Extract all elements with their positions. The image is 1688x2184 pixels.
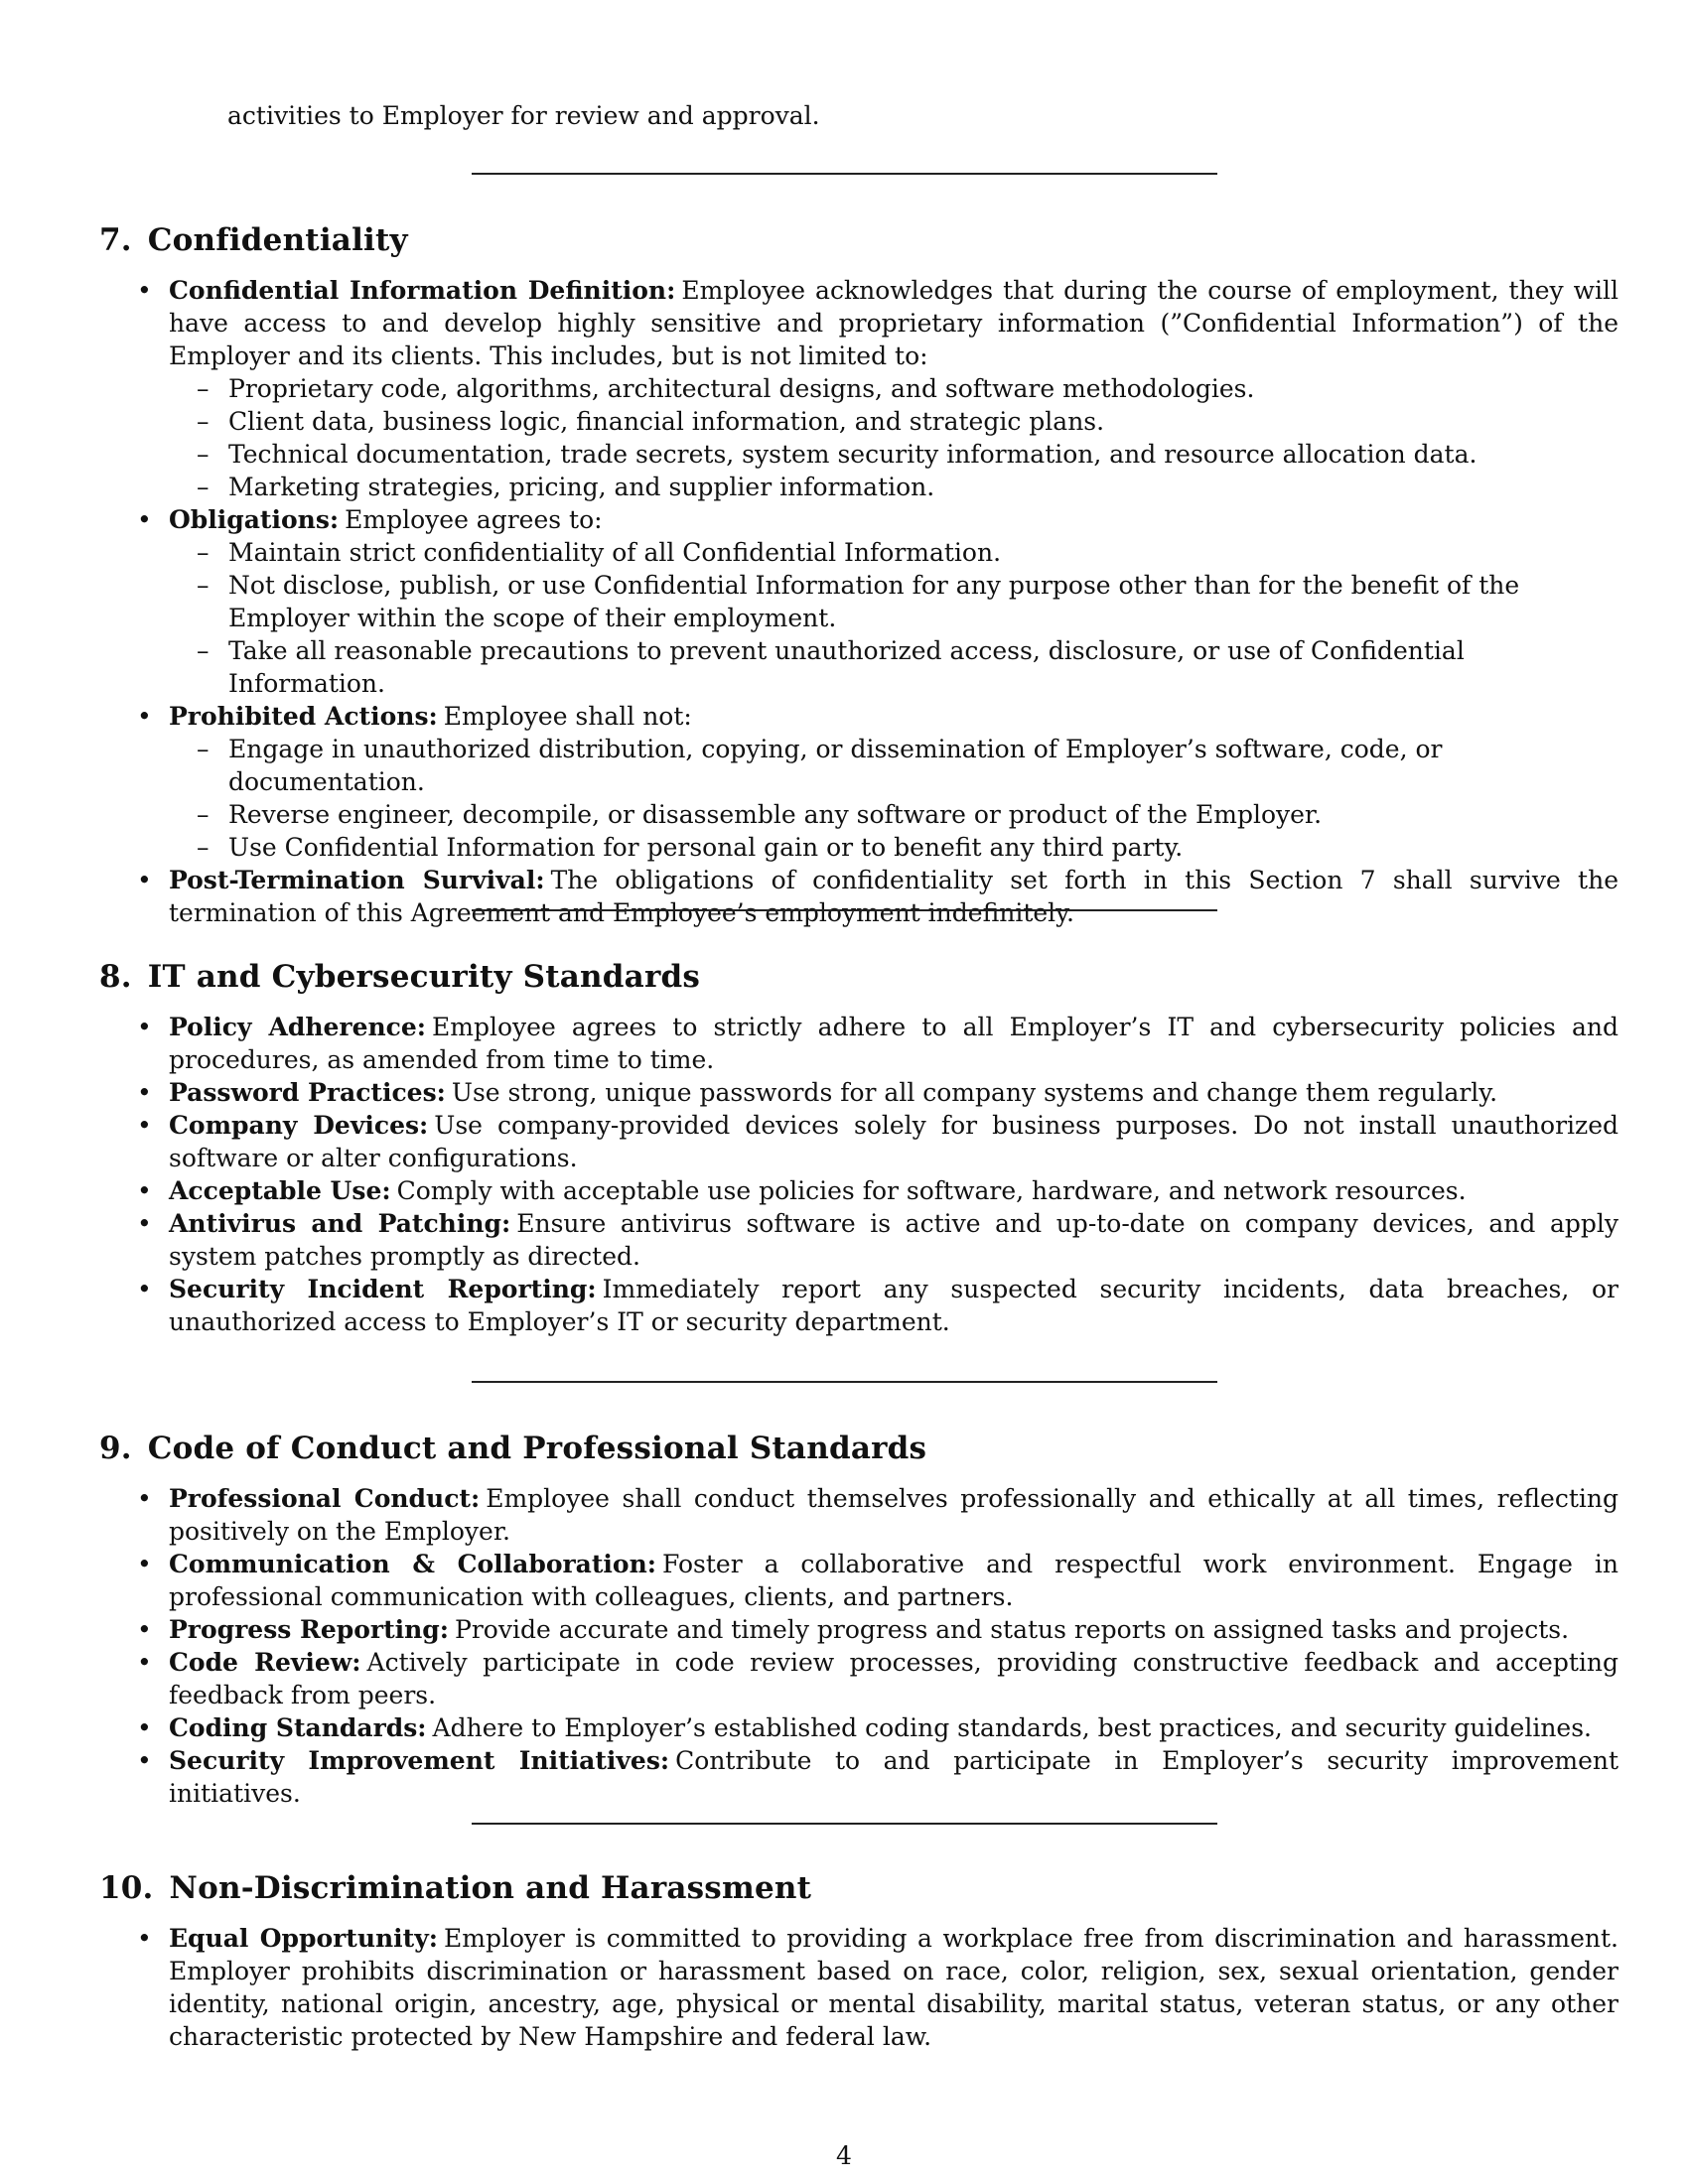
- section-divider: [472, 909, 1217, 911]
- item-text: Use company-provided devices solely for business purposes. Do not install unauthorized software or alter configurations.: [169, 1111, 1618, 1172]
- section-code-of-conduct: [99, 1429, 1619, 1810]
- item-label: Communication & Collaboration:: [169, 1550, 656, 1578]
- list-item: [99, 864, 1618, 929]
- item-text: Employee agrees to:: [345, 505, 603, 534]
- list-item: [99, 1646, 1618, 1711]
- item-label: Confidential Information Definition:: [169, 276, 676, 305]
- item-label: Obligations:: [169, 505, 340, 534]
- section-confidentiality: [99, 220, 1619, 929]
- item-text: Contribute to and participate in Employer’s security improvement initiatives.: [169, 1746, 1619, 1808]
- list-item: [99, 1613, 1618, 1646]
- section-items: [99, 274, 1619, 929]
- item-text: Immediately report any suspected security incidents, data breaches, or unauthorized access to Employer’s IT or security department.: [169, 1275, 1618, 1336]
- item-text: Employee shall not:: [443, 702, 692, 731]
- list-item: [99, 1922, 1618, 2053]
- sub-list-item: – Use Confidential Information for personal gain or to benefit any third party.: [169, 831, 1618, 864]
- section-title: IT and Cybersecurity Standards: [147, 959, 701, 995]
- sub-list-item: – Not disclose, publish, or use Confidential Information for any purpose other than for the benefit of the Employer within the scope of their employment.: [169, 569, 1618, 634]
- section-items: [99, 1922, 1618, 2053]
- list-item: [99, 1076, 1618, 1109]
- section-it-cybersecurity: [99, 957, 1619, 1338]
- item-label: Security Improvement Initiatives:: [169, 1746, 670, 1775]
- item-text: Employee agrees to strictly adhere to all Employer’s IT and cybersecurity policies and procedures, as amended from time to time.: [169, 1013, 1618, 1074]
- section-heading: [99, 220, 1589, 260]
- item-text: Use strong, unique passwords for all company systems and change them regularly.: [451, 1078, 1498, 1107]
- list-item: [99, 1548, 1618, 1613]
- section-heading: [99, 1868, 1589, 1908]
- item-text: Foster a collaborative and respectful work environment. Engage in professional communication with colleagues, clients, and partners.: [169, 1550, 1618, 1611]
- list-item: [99, 700, 1618, 864]
- section-number: 8.: [99, 959, 132, 995]
- sub-list-item: – Client data, business logic, financial information, and strategic plans.: [169, 405, 1618, 438]
- section-number: 9.: [99, 1431, 132, 1466]
- list-item: [99, 1273, 1618, 1338]
- item-label: Prohibited Actions:: [169, 702, 438, 731]
- list-item: [99, 503, 1618, 700]
- item-text: Employee acknowledges that during the course of employment, they will have access to and develop highly sensitive and proprietary information (”Confidential Information”) of the Employer and its clients. This includes, but is not limited to:: [169, 276, 1618, 370]
- continuation-text: activities to Employer for review and approval.: [227, 101, 820, 130]
- list-item: [99, 1711, 1618, 1744]
- sub-list: [169, 372, 1618, 503]
- section-number: 10.: [99, 1870, 154, 1906]
- list-item: [99, 1174, 1618, 1207]
- section-divider: [472, 173, 1217, 175]
- item-text: Comply with acceptable use policies for software, hardware, and network resources.: [396, 1176, 1467, 1205]
- list-item: [99, 1207, 1618, 1273]
- sub-list-item: – Marketing strategies, pricing, and supplier information.: [169, 471, 1618, 503]
- list-item: [99, 1744, 1618, 1810]
- item-label: Antivirus and Patching:: [169, 1209, 511, 1238]
- item-label: Company Devices:: [169, 1111, 429, 1140]
- item-label: Professional Conduct:: [169, 1484, 481, 1513]
- item-label: Acceptable Use:: [169, 1176, 391, 1205]
- item-text: Ensure antivirus software is active and up-to-date on company devices, and apply system patches promptly as directed.: [169, 1209, 1619, 1271]
- section-divider: [472, 1381, 1217, 1383]
- sub-list-item: – Reverse engineer, decompile, or disassemble any software or product of the Employer.: [169, 798, 1618, 831]
- item-label: Coding Standards:: [169, 1713, 427, 1742]
- sub-list-item: – Proprietary code, algorithms, architectural designs, and software methodologies.: [169, 372, 1618, 405]
- item-label: Security Incident Reporting:: [169, 1275, 597, 1303]
- section-items: [99, 1482, 1619, 1810]
- item-label: Code Review:: [169, 1648, 361, 1677]
- sub-list: [169, 536, 1618, 700]
- item-label: Progress Reporting:: [169, 1615, 449, 1644]
- section-items: [99, 1011, 1619, 1338]
- item-text: Employer is committed to providing a workplace free from discrimination and harassment. Employer prohibits discrimination or harassment based on race, color, religion, sex, sexual orientation, gender identity, national origin, ancestry, age, physical or mental disability, marital status, veteran status, or any other characteristic protected by New Hampshire and federal law.: [169, 1924, 1618, 2051]
- sub-list-item: – Take all reasonable precautions to prevent unauthorized access, disclosure, or use of Confidential Information.: [169, 634, 1618, 700]
- list-item: [99, 1011, 1618, 1076]
- section-heading: [99, 1429, 1589, 1468]
- section-number: 7.: [99, 222, 132, 258]
- list-item: [99, 274, 1618, 503]
- list-item: [99, 1482, 1618, 1548]
- item-text: Employee shall conduct themselves professionally and ethically at all times, reflecting positively on the Employer.: [169, 1484, 1618, 1546]
- sub-list-item: – Technical documentation, trade secrets, system security information, and resource allocation data.: [169, 438, 1618, 471]
- section-divider: [472, 1823, 1217, 1825]
- list-item: [99, 1109, 1618, 1174]
- item-label: Policy Adherence:: [169, 1013, 427, 1041]
- page-number: 4: [836, 2141, 852, 2170]
- item-text: Provide accurate and timely progress and status reports on assigned tasks and projects.: [455, 1615, 1570, 1644]
- item-text: The obligations of confidentiality set forth in this Section 7 shall survive the termination of this Agreement and Employee’s employment indefinitely.: [169, 866, 1619, 927]
- item-label: Password Practices:: [169, 1078, 446, 1107]
- item-text: Adhere to Employer’s established coding standards, best practices, and security guidelines.: [432, 1713, 1592, 1742]
- item-label: Post-Termination Survival:: [169, 866, 545, 894]
- section-non-discrimination: [99, 1868, 1618, 2053]
- section-heading: [99, 957, 1589, 997]
- section-title: Non-Discrimination and Harassment: [169, 1870, 812, 1906]
- sub-list-item: – Maintain strict confidentiality of all Confidential Information.: [169, 536, 1618, 569]
- item-text: Actively participate in code review processes, providing constructive feedback and accepting feedback from peers.: [169, 1648, 1619, 1709]
- sub-list-item: – Engage in unauthorized distribution, copying, or dissemination of Employer’s software, code, or documentation.: [169, 733, 1618, 798]
- section-title: Code of Conduct and Professional Standards: [147, 1431, 927, 1466]
- item-label: Equal Opportunity:: [169, 1924, 438, 1953]
- sub-list: [169, 733, 1618, 864]
- section-title: Confidentiality: [147, 222, 408, 258]
